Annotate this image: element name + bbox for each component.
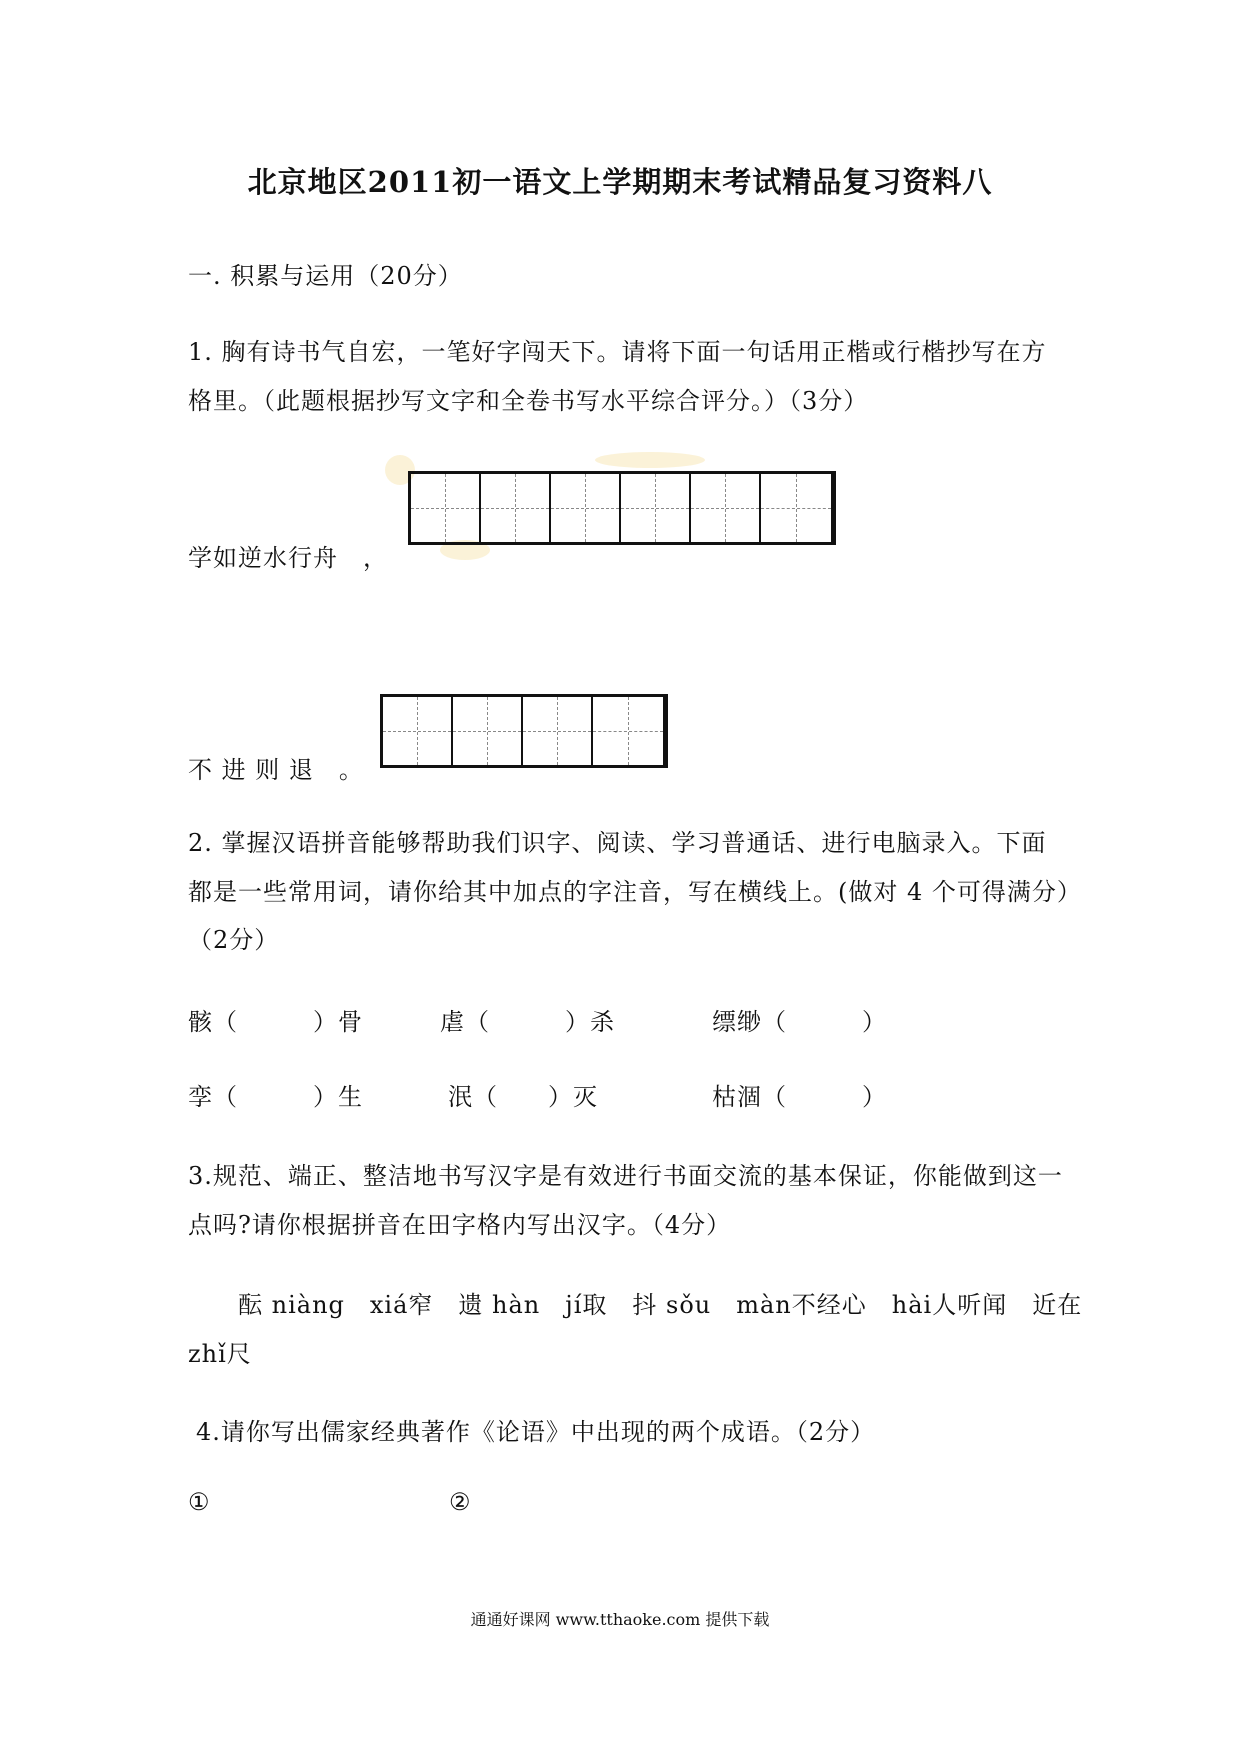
question-3-line-2: 点吗?请你根据拼音在田字格内写出汉字。（4分） xyxy=(188,1211,732,1239)
grid-cell[interactable] xyxy=(691,474,761,542)
pinyin-item[interactable]: 孪（ ）生 xyxy=(188,1083,363,1111)
grid-cell[interactable] xyxy=(621,474,691,542)
answer-slot-2[interactable]: ② xyxy=(449,1488,472,1516)
copy-phrase-2: 不 进 则 退 。 xyxy=(188,756,364,784)
grid-cell[interactable] xyxy=(411,474,481,542)
question-3-pinyin-line-2: zhǐ尺 xyxy=(188,1340,252,1368)
grid-cell[interactable] xyxy=(453,697,523,765)
question-3-line-1: 3.规范、端正、整洁地书写汉字是有效进行书面交流的基本保证，你能做到这一 xyxy=(188,1162,1063,1190)
question-2-line-2: 都是一些常用词，请你给其中加点的字注音，写在横线上。(做对 4 个可得满分） xyxy=(188,878,1082,906)
tianzige-grid-2[interactable] xyxy=(380,694,668,768)
section-heading: 一. 积累与运用（20分） xyxy=(188,262,463,290)
watermark-logo xyxy=(595,452,705,468)
grid-cell[interactable] xyxy=(523,697,593,765)
grid-cell[interactable] xyxy=(551,474,621,542)
copy-phrase-1: 学如逆水行舟 ， xyxy=(188,544,388,572)
question-4: 4.请你写出儒家经典著作《论语》中出现的两个成语。（2分） xyxy=(196,1418,876,1446)
grid-cell[interactable] xyxy=(383,697,453,765)
pinyin-item[interactable]: 缥缈（ ） xyxy=(712,1008,887,1036)
question-1-line-2: 格里。（此题根据抄写文字和全卷书写水平综合评分。）（3分） xyxy=(188,387,869,415)
pinyin-item[interactable]: 骸（ ）骨 xyxy=(188,1008,363,1036)
footer-text: 通通好课网 www.tthaoke.com 提供下载 xyxy=(470,1610,770,1629)
question-1-line-1: 1. 胸有诗书气自宏，一笔好字闯天下。请将下面一句话用正楷或行楷抄写在方 xyxy=(188,338,1047,366)
question-3-pinyin-line: 酝 niàng xiá窄 遗 hàn jí取 抖 sǒu màn不经心 hài人听闻 近在 xyxy=(238,1291,1083,1319)
question-2-line-1: 2. 掌握汉语拼音能够帮助我们识字、阅读、学习普通话、进行电脑录入。下面 xyxy=(188,829,1047,857)
question-2-line-3: （2分） xyxy=(188,926,280,954)
grid-cell[interactable] xyxy=(481,474,551,542)
pinyin-item[interactable]: 枯涸（ ） xyxy=(712,1083,887,1111)
grid-cell[interactable] xyxy=(593,697,663,765)
answer-slot-1[interactable]: ① xyxy=(188,1488,211,1516)
pinyin-item[interactable]: 泯（ ）灭 xyxy=(448,1083,598,1111)
grid-cell[interactable] xyxy=(761,474,831,542)
page-title: 北京地区2011初一语文上学期期末考试精品复习资料八 xyxy=(247,165,993,199)
pinyin-item[interactable]: 虐（ ）杀 xyxy=(440,1008,615,1036)
tianzige-grid-1[interactable] xyxy=(408,471,836,545)
